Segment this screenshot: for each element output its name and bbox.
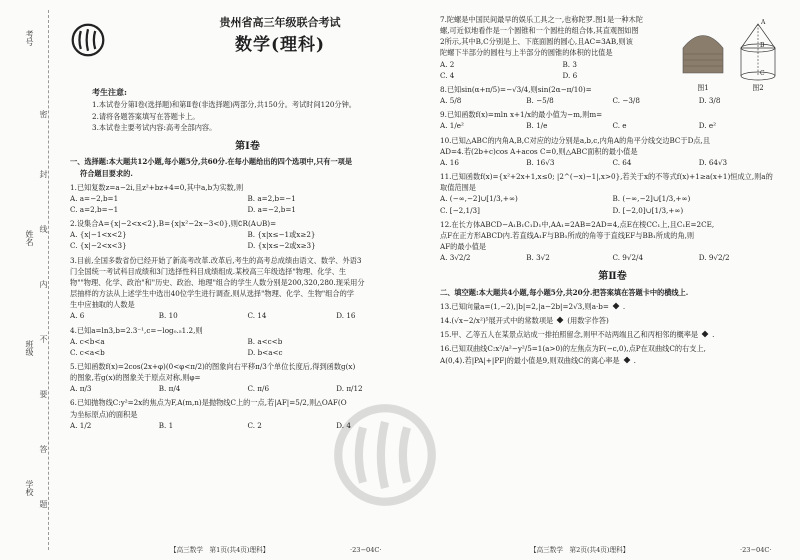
option: D. 9√2/2 [698,253,730,263]
strip-label-school: 学校 [25,480,34,496]
option: A. 1/2 [70,420,92,430]
option: C. {x|−2<x<3} [70,241,127,251]
question-13: 13.已知向量a=(1,−2),|b|=2,|a−2b|=2√3,则a·b= . [440,301,626,311]
question-text: 螺,可近似地看作是一个圆锥和一个圆柱的组合体,其直观图如图 [440,26,639,36]
option: B. a<c<b [247,336,283,346]
point-label: B [760,42,765,49]
option: A. c<b<a [70,336,105,346]
notice-item: 2.请将各题答案填写在答题卡上。 [92,111,200,121]
question-10 [440,135,785,168]
question-text: AD=4.若(2b+c)cos A+acos C=0,则△ABC面积的最小值是 [440,146,638,156]
question-text: 1.已知复数z=a−2i,且z²+bz+4=0,其中a,b为实数,则 [70,182,244,192]
part1-title: 第Ⅰ卷 [235,140,260,152]
option: A. 6 [70,311,85,321]
option: A. (−∞,−2]∪[1/3,+∞) [440,194,518,204]
question-text: 物""物理、化学、政治"和"历史、政治、地理"组合的学生人数分别是200,320,280.现采用分 [70,277,365,287]
question-note: (用数字作答) [567,316,609,326]
question-4 [70,325,425,358]
question-15: 15.甲、乙等五人在某景点站成一排拍照留念,则甲不站两端且乙和丙相邻的概率是 . [440,330,715,340]
question-5 [70,361,425,394]
question-text: 14.(√x−2/x²)⁵展开式中的常数项是 [440,316,554,326]
page-footer-right: 【高三数学 第2页(共4页)理科】 [530,546,630,554]
page-code-right: ·23−04C· [740,546,772,554]
options [70,240,425,251]
question-9 [440,109,785,131]
question-text: 2所示,其中B,C分别是上、下底面圆的圆心,且AC=3AB,则该 [440,37,633,47]
part1-instructions: 一、选择题:本大题共12小题,每小题5分,共60分.在每小题给出的四个选项中,只有一项是 [70,157,353,167]
option: C. e [612,121,627,131]
right-column [440,14,785,366]
seal-char: 题 [39,500,48,510]
option: C. 4 [440,70,455,80]
question-text: 16.已知双曲线C:x²/a²−y²/5=1(a>0)的左焦点为F(−c,0),点P在双曲线C的右支上, [440,344,706,354]
seal-char: 线 [39,225,48,235]
question-text: 6.已知抛物线C:y²=2x的焦点为F,A(m,n)是抛物线C上的一点,若|AF|=5/2,则△OAF(O [70,398,347,408]
option: B. 3√2 [526,253,550,263]
subject-title: 数学(理科) [234,35,326,55]
figure-2-label: 图2 [752,84,764,92]
question-text: 3.目前,全国多数省份已经开始了新高考改革.改革后,考生的高考总成绩由语文、数学、外语3 [70,255,362,265]
notice-item: 1.本试卷分第Ⅰ卷(选择题)和第Ⅱ卷(非选择题)两部分,共150分。考试时间120分钟。 [92,100,356,110]
strip-label-exam-number: 考号 [25,30,34,46]
option: A. a=−2,b=1 [70,193,119,203]
option: D. 64√3 [698,157,728,167]
part2-title: 第Ⅱ卷 [598,271,627,283]
option: A. π/3 [70,384,92,394]
publisher-logo-icon [70,22,106,58]
strip-label-class: 班级 [25,340,34,356]
option: C. c<a<b [70,347,105,357]
option: A. 2 [440,59,455,69]
candidate-notice [92,86,425,133]
option: A. 5/8 [440,96,462,106]
notice-item: 3.本试卷主要考试内容:高考全部内容。 [92,122,217,132]
question-text: 陀螺下半部分的圆柱与上半部分的圆锥的体积的比值是 [440,48,613,58]
left-column [70,14,425,431]
exam-title: 贵州省高三年级联合考试 [219,16,341,29]
option: A. 1/e² [440,121,464,131]
question-1 [70,182,425,215]
option: D. b<a<c [247,347,283,357]
options [440,252,785,263]
option: D. [−2,0]∪[1/3,+∞) [612,205,684,215]
option: B. −5/8 [526,96,554,106]
options [70,229,425,240]
options [440,157,785,168]
question-text: 5.已知函数f(x)=2cos(2x+φ)(0<φ<π/2)的图象向右平移π/3个单位长度后,得到函数g(x) [70,362,356,372]
option: D. e² [698,121,716,131]
question-text: 13.已知向量a=(1,−2),|b|=2,|a−2b|=2√3,则a·b= [440,301,609,311]
option: B. 1/e [526,121,548,131]
option: D. π/12 [336,384,363,394]
option: B. a=2,b=−1 [247,193,296,203]
option: C. −3/8 [612,96,640,106]
question-text: 门全国统一考试科目成绩和3门选择性科目成绩组成.某校高三年级选择"物理、化学、生 [70,266,347,276]
question-text: 7.陀螺是中国民间最早的娱乐工具之一,也称陀罗.图1是一种木陀 [440,15,643,24]
option: B. {x|x≤−1或x≥2} [247,230,316,240]
question-14 [440,315,785,326]
option: B. (−∞,−2]∪[1/3,+∞) [612,194,691,204]
watermark-logo-icon [330,395,440,515]
options [70,347,425,358]
question-12 [440,219,785,264]
options [70,336,425,347]
question-text: 12.在长方体ABCD−A₁B₁C₁D₁中,AA₁=2AB=2AD=4,点E在棱CC₁上,且C₁E=2CE, [440,219,715,229]
option: C. 14 [247,311,267,321]
question-3 [70,255,425,322]
option: D. 6 [562,70,578,80]
question-16-cont: A(0,4).若|PA|+|PF|的最小值是9,则双曲线C的离心率是 . [440,355,636,365]
question-text: 的图象,若g(x)的图象关于原点对称,则φ= [70,373,201,383]
question-text: 取值范围是 [440,183,476,193]
options [70,310,425,321]
option: C. a=2,b=−1 [70,204,119,214]
options [440,205,785,216]
question-text: 11.已知函数f(x)={x²+2x+1,x≤0; |2^(−x)−1|,x>0},若关于x的不等式f(x)+1≥a(x+1)恒成立,则a的 [440,172,773,182]
question-text: 8.已知sin(α+π/5)=−√3/4,则sin(2α−π/10)= [440,84,592,94]
answer-blank-icon [623,356,630,363]
answer-blank-icon [613,303,620,310]
seal-char: 内 [39,280,48,290]
question-2 [70,218,425,251]
exam-header [70,14,425,86]
point-label: C [760,70,765,77]
question-text: 10.已知△ABC的内角A,B,C对应的边分别是a,b,c,内角A的角平分线交边BC于D点,且 [440,135,711,145]
option: C. π/6 [247,384,270,394]
options [70,204,425,215]
seal-char: 密 [39,110,48,120]
point-label: A [761,19,766,26]
option: C. 64 [612,157,632,167]
strip-label-name: 姓名 [25,230,34,246]
page-code-left: ·23−04C· [350,546,382,554]
option: B. 1 [158,420,174,430]
seal-char: 答 [39,445,48,455]
spinning-top-figures [673,18,783,98]
options [440,193,785,204]
option: A. {x|−1<x<2} [70,230,127,240]
options [440,70,685,81]
question-text: 点F在正方形ABCD内.若直线A₁F与BB₁所成的角等于直线EF与BB₁所成的角,则 [440,230,695,240]
option: D. 3/8 [698,96,721,106]
option: B. 16√3 [526,157,555,167]
notice-heading: 考生注意: [92,87,127,97]
options [70,383,425,394]
part1-instructions: 符合题目要求的. [80,168,133,178]
page-footer-left: 【高三数学 第1页(共4页)理科】 [170,546,270,554]
option: D. a=−2,b=1 [247,204,296,214]
options [440,120,785,131]
part2-instructions: 二、填空题:本大题共4小题,每小题5分,共20分.把答案填在答题卡中的横线上. [440,287,689,297]
question-text: 生中应抽取的人数是 [70,300,135,310]
option: D. 16 [336,311,356,321]
answer-blank-icon [557,317,564,324]
figure-1-label: 图1 [697,84,709,92]
question-text: 15.甲、乙等五人在某景点站成一排拍照留念,则甲不站两端且乙和丙相邻的概率是 [440,330,699,340]
binding-strip [8,10,60,550]
question-text: 为坐标原点)的面积是 [70,409,138,419]
option: B. 10 [158,311,178,321]
option: B. 3 [562,59,577,69]
question-text: 层抽样的方法从上述学生中选出40位学生进行调查,则从选择"物理、化学、生物"组合的学 [70,289,354,299]
options [440,59,685,70]
option: C. 2 [247,420,262,430]
option: D. {x|x≤−2或x≥3} [247,241,316,251]
option: A. 3√2/2 [440,253,471,263]
question-text: 2.设集合A={x|−2<x<2},B={x|x²−2x−3<0},则∁R(A∪B)= [70,219,277,229]
option: C. [−2,1/3] [440,205,480,215]
question-text: 9.已知函数f(x)=mln x+1/x的最小值为−m,则m= [440,110,603,120]
question-11 [440,171,785,216]
question-text: 4.已知a=ln3,b=2.3⁻¹,c=−log₀.₅1.2,则 [70,325,203,335]
question-16 [440,343,785,354]
seal-char: 要 [39,390,48,400]
option: D. 4 [336,420,351,430]
question-text: AF的最小值是 [440,241,487,251]
option: A. 16 [440,157,459,167]
question-text: A(0,4).若|PA|+|PF|的最小值是9,则双曲线C的离心率是 [440,355,620,365]
option: C. 9√2/4 [612,253,644,263]
seal-char: 封 [39,170,48,180]
option: B. π/4 [158,384,181,394]
seal-char: 不 [39,335,48,345]
answer-blank-icon [702,331,709,338]
options [70,193,425,204]
